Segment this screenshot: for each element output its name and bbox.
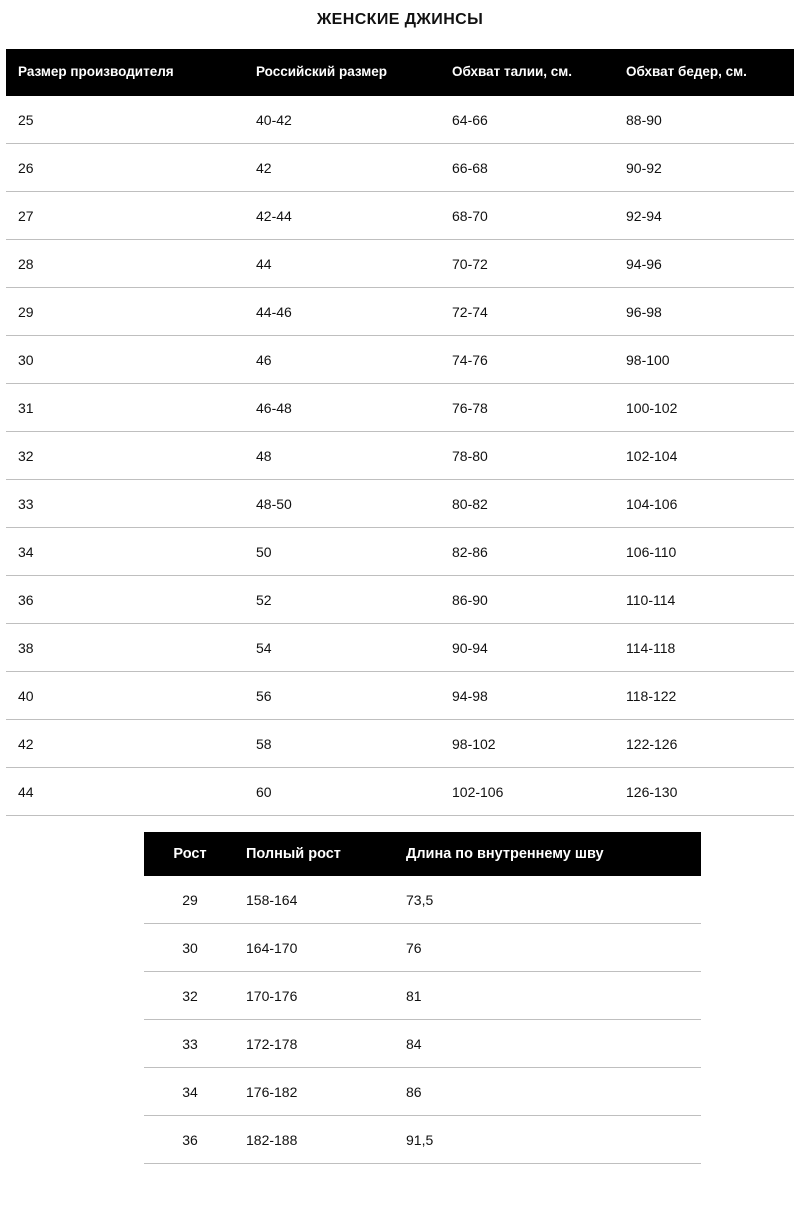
cell-russian-size: 48 bbox=[244, 432, 440, 480]
table-header-row bbox=[144, 832, 701, 876]
cell-russian-size: 52 bbox=[244, 576, 440, 624]
table-row bbox=[144, 1068, 701, 1116]
column-header-manufacturer-size: Размер производителя bbox=[6, 49, 244, 96]
cell-russian-size: 54 bbox=[244, 624, 440, 672]
cell-waist: 94-98 bbox=[440, 672, 614, 720]
cell-hips: 102-104 bbox=[614, 432, 794, 480]
table-row bbox=[6, 720, 794, 768]
cell-full-height: 164-170 bbox=[236, 924, 396, 972]
height-chart-body bbox=[144, 876, 701, 1164]
cell-hips: 126-130 bbox=[614, 768, 794, 816]
table-row bbox=[6, 576, 794, 624]
cell-waist: 74-76 bbox=[440, 336, 614, 384]
cell-full-height: 158-164 bbox=[236, 876, 396, 924]
cell-full-height: 172-178 bbox=[236, 1020, 396, 1068]
column-header-russian-size: Российский размер bbox=[244, 49, 440, 96]
size-chart-header bbox=[6, 49, 794, 96]
cell-manufacturer-size: 25 bbox=[6, 96, 244, 144]
cell-russian-size: 46 bbox=[244, 336, 440, 384]
cell-waist: 68-70 bbox=[440, 192, 614, 240]
table-row bbox=[6, 144, 794, 192]
cell-manufacturer-size: 42 bbox=[6, 720, 244, 768]
cell-inseam-length: 84 bbox=[396, 1020, 701, 1068]
cell-waist: 78-80 bbox=[440, 432, 614, 480]
cell-hips: 90-92 bbox=[614, 144, 794, 192]
cell-russian-size: 46-48 bbox=[244, 384, 440, 432]
cell-manufacturer-size: 29 bbox=[6, 288, 244, 336]
cell-russian-size: 50 bbox=[244, 528, 440, 576]
cell-russian-size: 42-44 bbox=[244, 192, 440, 240]
cell-hips: 104-106 bbox=[614, 480, 794, 528]
cell-manufacturer-size: 32 bbox=[6, 432, 244, 480]
cell-waist: 70-72 bbox=[440, 240, 614, 288]
column-header-inseam-length: Длина по внутреннему шву bbox=[396, 832, 701, 876]
table-row bbox=[6, 432, 794, 480]
table-row bbox=[6, 384, 794, 432]
column-header-waist: Обхват талии, см. bbox=[440, 49, 614, 96]
height-chart-header bbox=[144, 832, 701, 876]
cell-height-size: 36 bbox=[144, 1116, 236, 1164]
cell-height-size: 33 bbox=[144, 1020, 236, 1068]
cell-waist: 76-78 bbox=[440, 384, 614, 432]
table-row bbox=[6, 96, 794, 144]
table-row bbox=[144, 1116, 701, 1164]
cell-russian-size: 60 bbox=[244, 768, 440, 816]
cell-height-size: 32 bbox=[144, 972, 236, 1020]
cell-height-size: 29 bbox=[144, 876, 236, 924]
cell-inseam-length: 81 bbox=[396, 972, 701, 1020]
cell-hips: 122-126 bbox=[614, 720, 794, 768]
cell-inseam-length: 76 bbox=[396, 924, 701, 972]
cell-hips: 100-102 bbox=[614, 384, 794, 432]
cell-russian-size: 40-42 bbox=[244, 96, 440, 144]
cell-manufacturer-size: 40 bbox=[6, 672, 244, 720]
column-header-hips: Обхват бедер, см. bbox=[614, 49, 794, 96]
cell-waist: 86-90 bbox=[440, 576, 614, 624]
cell-hips: 94-96 bbox=[614, 240, 794, 288]
cell-full-height: 176-182 bbox=[236, 1068, 396, 1116]
column-header-full-height: Полный рост bbox=[236, 832, 396, 876]
cell-hips: 98-100 bbox=[614, 336, 794, 384]
cell-hips: 118-122 bbox=[614, 672, 794, 720]
cell-manufacturer-size: 30 bbox=[6, 336, 244, 384]
table-row bbox=[6, 768, 794, 816]
table-row bbox=[6, 288, 794, 336]
cell-russian-size: 56 bbox=[244, 672, 440, 720]
table-row bbox=[6, 240, 794, 288]
cell-height-size: 34 bbox=[144, 1068, 236, 1116]
size-chart-table bbox=[6, 49, 794, 816]
cell-manufacturer-size: 34 bbox=[6, 528, 244, 576]
cell-hips: 88-90 bbox=[614, 96, 794, 144]
cell-full-height: 182-188 bbox=[236, 1116, 396, 1164]
table-header-row bbox=[6, 49, 794, 96]
cell-russian-size: 48-50 bbox=[244, 480, 440, 528]
cell-waist: 90-94 bbox=[440, 624, 614, 672]
cell-inseam-length: 73,5 bbox=[396, 876, 701, 924]
cell-manufacturer-size: 44 bbox=[6, 768, 244, 816]
height-chart-table bbox=[144, 832, 701, 1164]
cell-russian-size: 44-46 bbox=[244, 288, 440, 336]
cell-inseam-length: 91,5 bbox=[396, 1116, 701, 1164]
table-row bbox=[6, 336, 794, 384]
table-row bbox=[144, 924, 701, 972]
cell-manufacturer-size: 26 bbox=[6, 144, 244, 192]
table-row bbox=[6, 528, 794, 576]
table-row bbox=[6, 624, 794, 672]
cell-full-height: 170-176 bbox=[236, 972, 396, 1020]
cell-russian-size: 42 bbox=[244, 144, 440, 192]
cell-russian-size: 44 bbox=[244, 240, 440, 288]
cell-waist: 66-68 bbox=[440, 144, 614, 192]
cell-waist: 98-102 bbox=[440, 720, 614, 768]
cell-waist: 102-106 bbox=[440, 768, 614, 816]
cell-waist: 64-66 bbox=[440, 96, 614, 144]
table-row bbox=[144, 876, 701, 924]
cell-height-size: 30 bbox=[144, 924, 236, 972]
table-row bbox=[6, 480, 794, 528]
table-row bbox=[6, 192, 794, 240]
table-row bbox=[144, 1020, 701, 1068]
cell-manufacturer-size: 36 bbox=[6, 576, 244, 624]
cell-waist: 80-82 bbox=[440, 480, 614, 528]
cell-waist: 82-86 bbox=[440, 528, 614, 576]
cell-hips: 106-110 bbox=[614, 528, 794, 576]
cell-hips: 92-94 bbox=[614, 192, 794, 240]
cell-manufacturer-size: 33 bbox=[6, 480, 244, 528]
page-title: ЖЕНСКИЕ ДЖИНСЫ bbox=[316, 11, 484, 28]
cell-inseam-length: 86 bbox=[396, 1068, 701, 1116]
cell-manufacturer-size: 28 bbox=[6, 240, 244, 288]
cell-manufacturer-size: 38 bbox=[6, 624, 244, 672]
cell-hips: 114-118 bbox=[614, 624, 794, 672]
cell-hips: 96-98 bbox=[614, 288, 794, 336]
cell-hips: 110-114 bbox=[614, 576, 794, 624]
size-chart-body bbox=[6, 96, 794, 816]
cell-waist: 72-74 bbox=[440, 288, 614, 336]
cell-manufacturer-size: 31 bbox=[6, 384, 244, 432]
column-header-height-size: Рост bbox=[144, 832, 236, 876]
table-row bbox=[144, 972, 701, 1020]
table-row bbox=[6, 672, 794, 720]
cell-russian-size: 58 bbox=[244, 720, 440, 768]
height-chart-wrapper bbox=[54, 832, 746, 1164]
cell-manufacturer-size: 27 bbox=[6, 192, 244, 240]
